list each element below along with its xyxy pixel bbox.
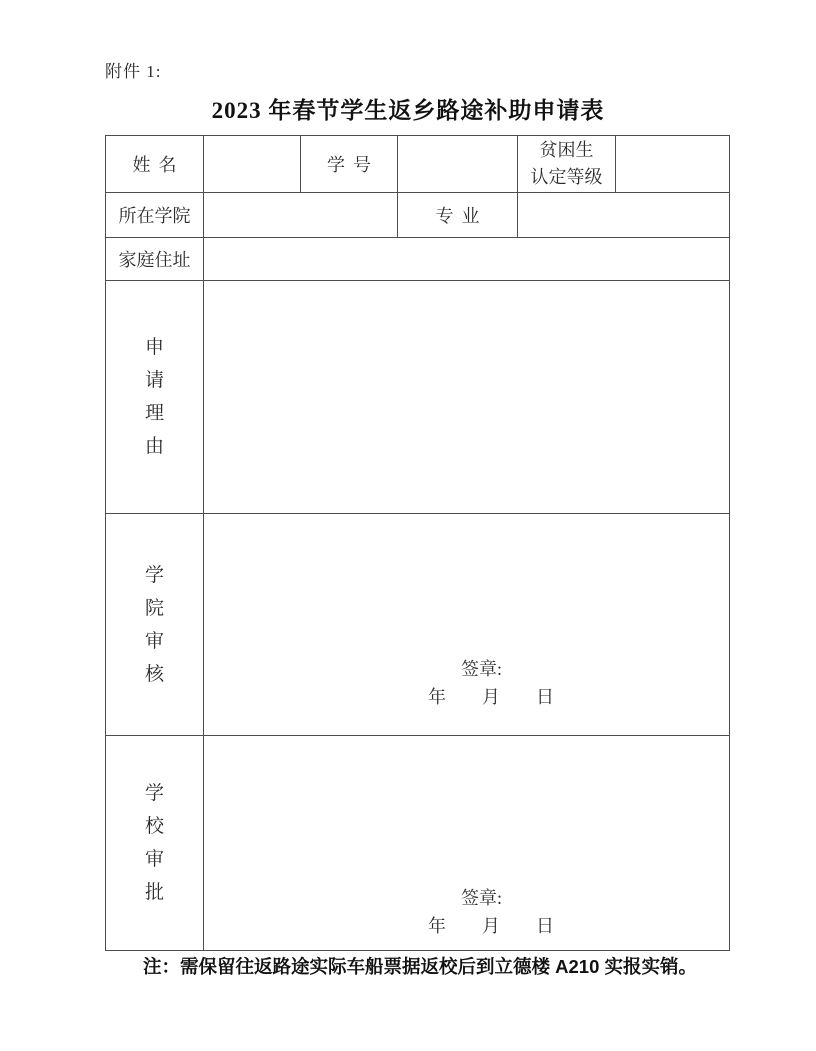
table-row: [106, 514, 730, 736]
footnote: 注：需保留往返路途实际车船票据返校后到立德楼 A210 实报实销。: [143, 956, 698, 977]
vertical-label-char: 核: [144, 663, 164, 685]
page-title: 2023 年春节学生返乡路途补助申请表: [211, 98, 605, 123]
poverty-level-label-line1: 贫困生: [539, 140, 594, 160]
date-label: 年 月 日: [428, 687, 554, 707]
vertical-label-char: 校: [144, 816, 164, 837]
application-reason-value-cell[interactable]: [204, 281, 730, 514]
name-value-cell[interactable]: [204, 136, 301, 193]
student-id-label-cell: 学号: [301, 136, 398, 193]
home-address-value-cell[interactable]: [204, 238, 730, 281]
college-review-content-cell[interactable]: [204, 514, 730, 736]
poverty-level-label-cell: [518, 136, 616, 193]
vertical-label-char: 审: [144, 630, 164, 652]
poverty-level-value-cell[interactable]: [616, 136, 730, 193]
vertical-label-char: 理: [144, 403, 164, 424]
vertical-label-char: 请: [144, 370, 164, 391]
signature-label: 签章:: [461, 888, 503, 908]
college-value-cell[interactable]: [204, 193, 398, 238]
vertical-label-char: 审: [144, 849, 164, 870]
application-form-table: [105, 135, 730, 951]
vertical-label-char: 由: [144, 436, 164, 457]
school-approval-content-cell[interactable]: [204, 736, 730, 951]
major-value-cell[interactable]: [518, 193, 730, 238]
vertical-label-char: 申: [144, 337, 164, 358]
college-review-vertical-label: [106, 559, 203, 691]
college-review-signature-block: [428, 655, 554, 711]
name-label-cell: 姓名: [106, 136, 204, 193]
student-id-value-cell[interactable]: [398, 136, 518, 193]
college-review-label-cell: [106, 514, 204, 736]
table-row: [106, 136, 730, 193]
vertical-label-char: 院: [144, 597, 164, 619]
application-reason-vertical-label: [106, 331, 203, 463]
vertical-label-char: 学: [144, 564, 164, 586]
application-reason-label-cell: [106, 281, 204, 514]
poverty-level-label-line2: 认定等级: [530, 167, 603, 187]
school-approval-vertical-label: [106, 777, 203, 909]
signature-label: 签章:: [461, 659, 503, 679]
school-approval-signature-block: [428, 884, 554, 940]
table-row: [106, 281, 730, 514]
vertical-label-char: 批: [144, 882, 164, 903]
school-approval-label-cell: [106, 736, 204, 951]
major-label-cell: 专业: [398, 193, 518, 238]
table-row: [106, 238, 730, 281]
vertical-label-char: 学: [144, 783, 164, 804]
attachment-label: 附件 1:: [105, 62, 162, 81]
home-address-label-cell: 家庭住址: [106, 238, 204, 281]
date-label: 年 月 日: [428, 916, 554, 936]
college-label-cell: 所在学院: [106, 193, 204, 238]
table-row: [106, 193, 730, 238]
table-row: [106, 736, 730, 951]
